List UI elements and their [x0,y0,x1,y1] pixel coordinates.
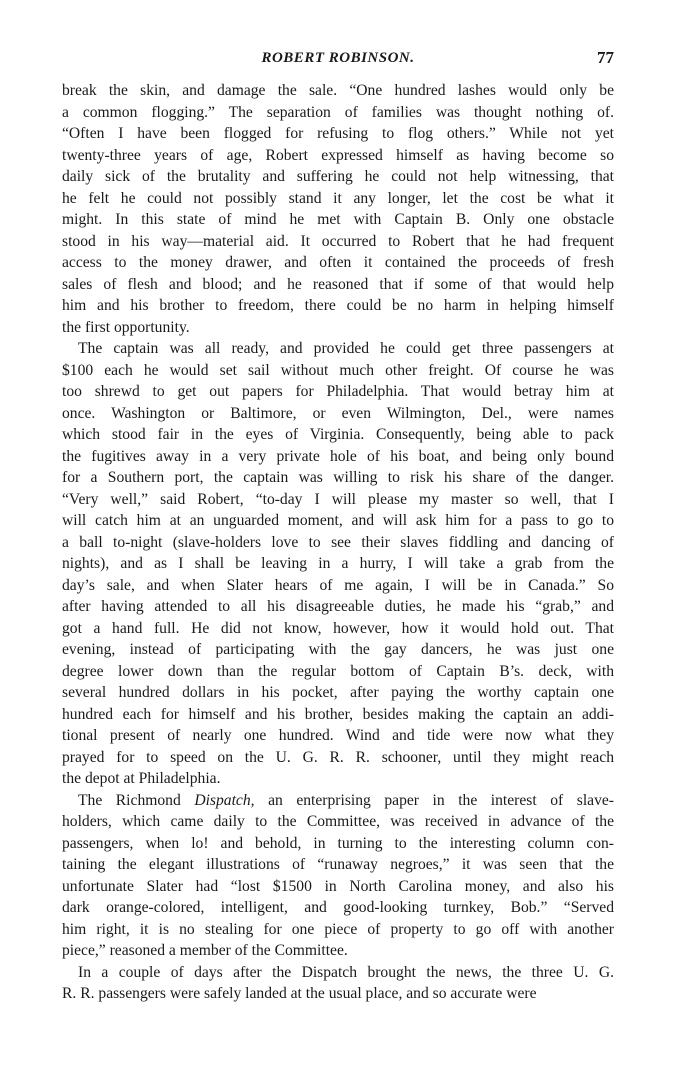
text-line: holders, which came daily to the Committee, was received in advance of the [62,813,614,830]
text-line: “Very well,” said Robert, “to-day I will please my master so well, that I [62,490,614,508]
text-line: unfortunate Slater had “lost $1500 in North Carolina money, and also his [62,877,614,895]
running-title: ROBERT ROBINSON. [261,50,415,66]
paragraph [62,338,614,790]
paragraph [62,790,614,962]
text-line: a ball to-night (slave-holders love to see their slaves fiddling and dancing of [62,533,614,551]
text-line: degree lower down than the regular bottom of Captain B’s. deck, with [62,662,614,680]
text-line: $100 each he would set sail without much other freight. Of course he was [62,361,614,379]
text-line: prayed for to speed on the U. G. R. R. schooner, until they might reach [62,748,614,766]
text-line: a common flogging.” The separation of families was thought nothing of. [62,103,614,121]
text-line: him right, it is no stealing for one piece of property to go off with another [62,920,614,938]
text-line: got a hand full. He did not know, however, how it would hold out. That [62,619,614,637]
text-line: daily sick of the brutality and suffering he could not help witnessing, that [62,168,614,185]
text-line: R. R. passengers were safely landed at the usual place, and so accurate were [62,985,537,1002]
italic-term: Dispatch, [194,791,255,809]
text-line: In a couple of days after the Dispatch brought the news, the three U. G. [78,963,614,981]
text-line: several hundred dollars in his pocket, after paying the worthy captain one [62,684,614,701]
text-line: The Richmond Dispatch, an enterprising paper in the interest of slave- [78,791,614,809]
text-line: for a Southern port, the captain was willing to risk his share of the danger. [62,469,614,486]
text-line: once. Washington or Baltimore, or even Wilmington, Del., were names [62,404,614,422]
paragraph [62,962,614,1005]
text-line: break the skin, and damage the sale. “One hundred lashes would only be [62,82,614,99]
text-line: stood in his way—material aid. It occurred to Robert that he had frequent [62,232,614,250]
text-line: nights), and as I shall be leaving in a hurry, I will take a grab from the [62,555,614,572]
text-line: passengers, when lo! and behold, in turning to the interesting column con- [62,834,614,852]
text-line: after having attended to all his disagreeable duties, he made his “grab,” and [62,598,614,615]
text-line: piece,” reasoned a member of the Committee. [62,942,348,959]
text-line: dark orange-colored, intelligent, and good-looking turnkey, Bob.” “Served [62,899,614,916]
page-number: 77 [597,48,614,67]
text-line: evening, instead of participating with the gay dancers, he was just one [62,641,614,658]
text-line: might. In this state of mind he met with Captain B. Only one obstacle [62,211,614,228]
text-line: the first opportunity. [62,318,190,336]
text-line: day’s sale, and when Slater hears of me again, I will be in Canada.” So [62,576,614,594]
text-line: too shrewd to get out papers for Philadelphia. That would betray him at [62,383,614,400]
text-line: tional present of nearly one hundred. Wind and tide were now what they [62,727,614,744]
text-line: the fugitives away in a very private hole of his boat, and being only bound [62,447,614,465]
text-line: hundred each for himself and his brother, besides making the captain an addi- [62,705,614,723]
text-line: taining the elegant illustrations of “runaway negroes,” it was seen that the [62,856,614,873]
running-head [62,48,614,72]
text-line: he felt he could not possibly stand it any longer, let the cost be what it [62,189,614,207]
text-line: twenty-three years of age, Robert expressed himself as having become so [62,146,614,164]
text-line: will catch him at an unguarded moment, and will ask him for a pass to go to [62,512,614,529]
paragraph [62,80,614,338]
text-line: which stood fair in the eyes of Virginia. Consequently, being able to pack [62,426,614,443]
text-line: “Often I have been flogged for refusing to flog others.” While not yet [62,125,614,142]
body-text [62,80,614,1005]
text-line: him and his brother to freedom, there could be no harm in helping himself [62,297,614,314]
text-line: the depot at Philadelphia. [62,770,221,787]
text-line: The captain was all ready, and provided he could get three passengers at [78,340,614,357]
text-line: sales of flesh and blood; and he reasoned that if some of that would help [62,275,614,293]
book-page [62,48,614,1005]
text-line: access to the money drawer, and often it contained the proceeds of fresh [62,254,614,271]
